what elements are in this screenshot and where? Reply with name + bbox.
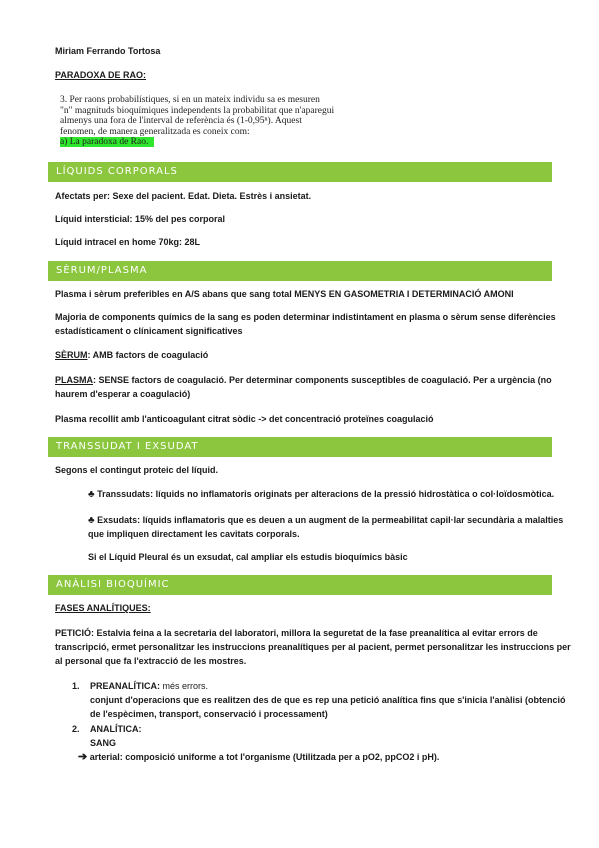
exsudat-bullet: ♣ Exsudats: líquids inflamatoris que es deuen a un augment de la permeabilitat capil·lar secundària a malalties	[88, 515, 564, 526]
section-header-liquids: LÍQUIDS CORPORALS	[48, 162, 552, 182]
pleural-note: Si el Líquid Pleural és un exsudat, cal ampliar els estudis bioquímics bàsic	[88, 552, 408, 562]
transsudat-bullet: ♣ Transsudats: líquids no inflamatoris originats per alteracions de la pressió hidrostàtica o col·loïdosmòtica.	[88, 489, 555, 500]
list-number-2: 2.	[72, 724, 80, 734]
serum-definition: SÈRUM: AMB factors de coagulació	[55, 350, 209, 360]
rao-title: PARADOXA DE RAO:	[55, 70, 147, 80]
peticio-line3: al personal que fa l'extracció de les mostres.	[55, 656, 247, 666]
fases-title: FASES ANALÍTIQUES:	[55, 603, 151, 613]
clubs-bullet-icon: ♣	[88, 515, 95, 526]
preanalitica-desc1: conjunt d'operacions que es realitzen des de que es rep una petició analítica fins que s'inicia l'anàlisi (obtenció	[90, 695, 566, 705]
afectats-text: Afectats per: Sexe del pacient. Edat. Dieta. Estrès i ansietat.	[55, 191, 312, 201]
sang-label: SANG	[90, 738, 117, 748]
preanalitica-desc2: de l'espècimen, transport, conservació i processament)	[90, 709, 328, 719]
scanned-excerpt	[60, 95, 340, 148]
serum-p2b: estadísticament o clínicament significatives	[55, 326, 243, 336]
scan-line: "n" magnituds bioquímiques independents la probabilitat que n'aparegui	[60, 105, 335, 116]
plasma-definition: PLASMA: SENSE factors de coagulació. Per determinar components susceptibles de coagulació. Per a urgència (no	[55, 375, 552, 385]
scan-line: 3. Per raons probabilístiques, si en un mateix individu sa es mesuren	[60, 95, 320, 105]
serum-p5: Plasma recollit amb l'anticoagulant citrat sòdic -> det concentració proteïnes coagulació	[55, 414, 434, 424]
section-header-analisi: ANÀLISI BIOQUÍMIC	[48, 575, 552, 595]
serum-p1: Plasma i sèrum preferibles en A/S abans que sang total MENYS EN GASOMETRIA I DETERMINACIÓ AMONI	[55, 289, 514, 299]
serum-p2a: Majoria de components químics de la sang es poden determinar indistintament en plasma o sèrum sense diferències	[55, 312, 556, 322]
exsudat-bullet-cont: que impliquen directament les cavitats corporals.	[88, 529, 300, 539]
section-header-transsudat: TRANSSUDAT I EXSUDAT	[48, 437, 552, 457]
arrow-right-icon: ➔	[78, 751, 88, 763]
clubs-bullet-icon: ♣	[88, 489, 95, 500]
plasma-definition-cont: haurem d'esperar a coagulació)	[55, 389, 191, 399]
peticio-line1: PETICIÓ: Estalvia feina a la secretaria del laboratori, millora la seguretat de la fase preanalítica al evitar errors de	[55, 628, 538, 638]
section-header-serum: SÈRUM/PLASMA	[48, 261, 552, 281]
intracel-text: Líquid intracel en home 70kg: 28L	[55, 237, 201, 247]
author-name: Miriam Ferrando Tortosa	[55, 46, 161, 56]
transsudat-intro: Segons el contingut proteic del líquid.	[55, 465, 219, 475]
analitica-heading: ANALÍTICA:	[90, 724, 142, 734]
preanalitica-heading: PREANALÍTICA: més errors.	[90, 681, 209, 691]
intersticial-text: Líquid intersticial: 15% del pes corporal	[55, 214, 226, 224]
list-number-1: 1.	[72, 681, 80, 691]
scan-highlight: a) La paradoxa de Rao.	[60, 137, 154, 147]
scan-line: almenys una fora de l'interval de referència és (1-0,95ⁿ). Aquest	[60, 116, 302, 126]
peticio-line2: transcripció, ermet personalitzar les instruccions preanalítiques per al pacient, permet personalitzar les instruccions per	[55, 642, 571, 652]
scan-line: fenomen, de manera generalitzada es coneix com:	[60, 126, 250, 137]
arterial-line: ➔ arterial: composició uniforme a tot l'organisme (Utilitzada per a pO2, ppCO2 i pH).	[78, 751, 440, 763]
